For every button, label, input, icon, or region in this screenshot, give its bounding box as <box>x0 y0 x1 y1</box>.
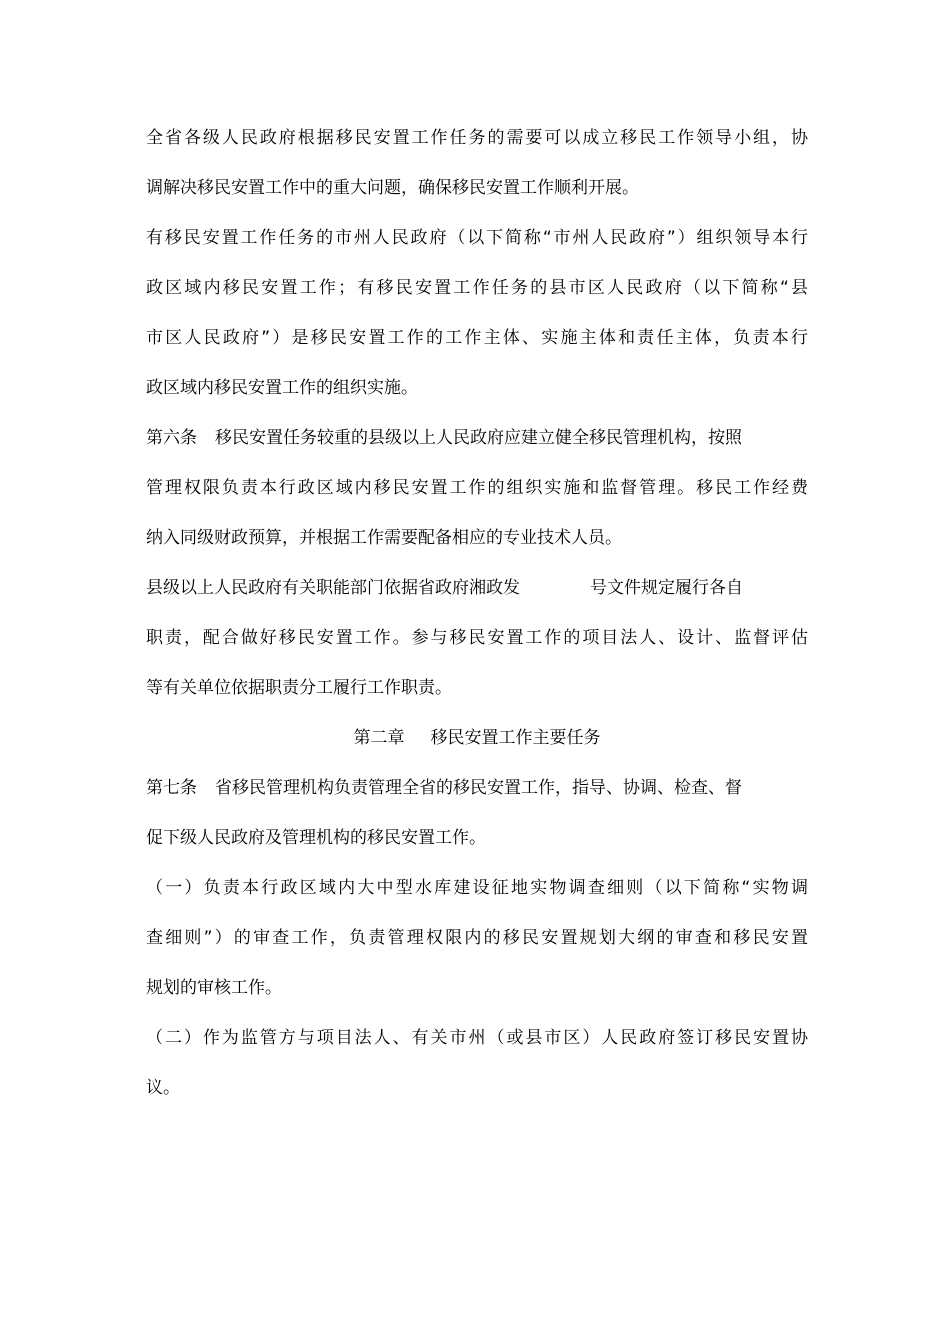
paragraph-text: 移民安置任务较重的县级以上人民政府应建立健全移民管理机构，按照 <box>215 428 742 448</box>
paragraph-line: 调解决移民安置工作中的重大问题，确保移民安置工作顺利开展。 <box>146 178 639 198</box>
paragraph-line: 市区人民政府”）是移民安置工作的工作主体、实施主体和责任主体，负责本行 <box>146 328 808 348</box>
paragraph-line: 规划的审核工作。 <box>146 978 282 998</box>
paragraph-line: （一）负责本行政区域内大中型水库建设征地实物调查细则（以下简称“实物调 <box>146 878 808 898</box>
paragraph-text: 号文件规定履行各自 <box>590 578 743 598</box>
paragraph-line: 议。 <box>146 1078 180 1098</box>
paragraph-line-with-gap <box>146 577 808 599</box>
article-label: 第六条 <box>146 428 197 448</box>
paragraph-line: 全省各级人民政府根据移民安置工作任务的需要可以成立移民工作领导小组，协 <box>146 128 808 148</box>
paragraph-line: 纳入同级财政预算，并根据工作需要配备相应的专业技术人员。 <box>146 528 622 548</box>
paragraph-line: 等有关单位依据职责分工履行工作职责。 <box>146 678 452 698</box>
article-7-line <box>146 777 808 799</box>
chapter-heading <box>146 727 808 749</box>
article-label: 第七条 <box>146 778 197 798</box>
paragraph-line: 查细则”）的审查工作，负责管理权限内的移民安置规划大纲的审查和移民安置 <box>146 928 808 948</box>
paragraph-line: 政区域内移民安置工作的组织实施。 <box>146 378 418 398</box>
paragraph-text: 县级以上人民政府有关职能部门依据省政府湘政发 <box>146 578 520 598</box>
paragraph-line: 有移民安置工作任务的市州人民政府（以下简称“市州人民政府”）组织领导本行 <box>146 228 808 248</box>
chapter-title: 移民安置工作主要任务 <box>430 728 601 748</box>
article-6-line <box>146 427 808 449</box>
paragraph-text: 省移民管理机构负责管理全省的移民安置工作，指导、协调、检查、督 <box>215 778 742 798</box>
chapter-number: 第二章 <box>353 728 405 748</box>
paragraph-line: 管理权限负责本行政区域内移民安置工作的组织实施和监督管理。移民工作经费 <box>146 478 808 498</box>
paragraph-line: 政区域内移民安置工作；有移民安置工作任务的县市区人民政府（以下简称“县 <box>146 278 808 298</box>
paragraph-line: 职责，配合做好移民安置工作。参与移民安置工作的项目法人、设计、监督评估 <box>146 628 808 648</box>
paragraph-line: （二）作为监管方与项目法人、有关市州（或县市区）人民政府签订移民安置协 <box>146 1028 808 1048</box>
paragraph-line: 促下级人民政府及管理机构的移民安置工作。 <box>146 828 486 848</box>
